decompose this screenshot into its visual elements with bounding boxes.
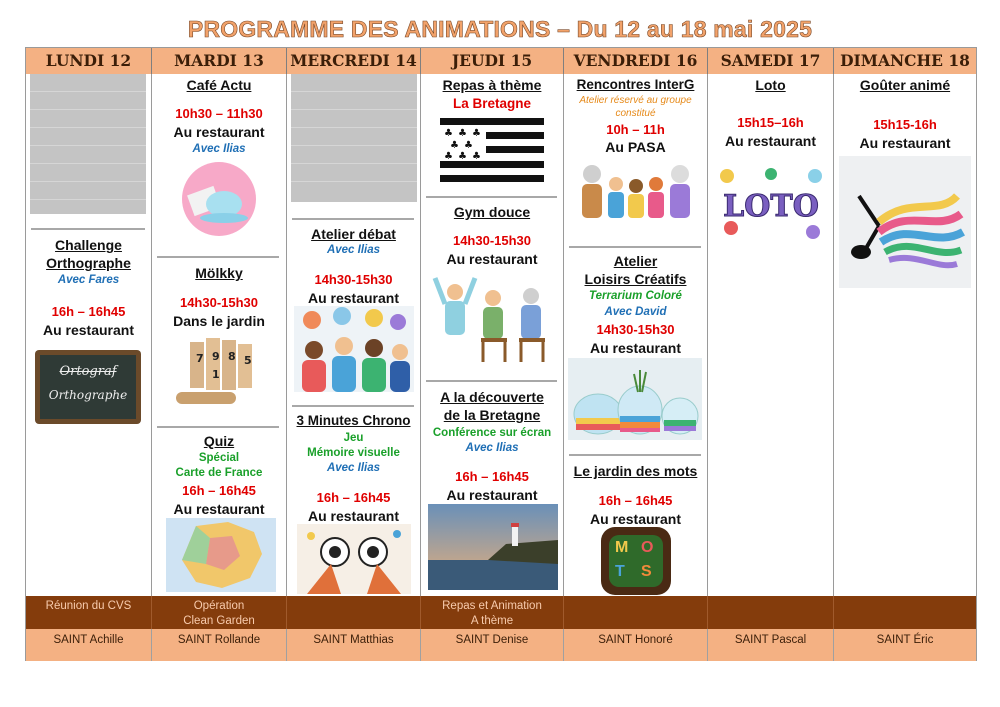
loisirs-with: Avec David — [604, 306, 667, 318]
saint-cell: SAINT Rollande — [152, 629, 287, 661]
quiz-subtitle: Carte de France — [175, 467, 263, 479]
terrarium-image — [568, 358, 702, 440]
column-lundi — [26, 74, 152, 596]
decouverte-subtitle: Conférence sur écran — [432, 427, 552, 439]
empty-slot — [291, 74, 417, 202]
cafe-with: Avec Ilias — [192, 143, 246, 155]
loto-time: 15h15–16h — [737, 115, 804, 130]
loisirs-title: Atelier — [613, 253, 658, 269]
chrono-place: Au restaurant — [307, 508, 400, 524]
svg-text:5: 5 — [244, 354, 252, 367]
decouverte-time: 16h – 16h45 — [455, 469, 529, 484]
saint-cell: SAINT Denise — [421, 629, 564, 661]
france-map-image — [166, 518, 276, 592]
debat-time: 14h30-15h30 — [314, 272, 393, 287]
day-header-dimanche: DIMANCHE 18 — [834, 48, 976, 74]
svg-text:♣: ♣ — [458, 151, 467, 162]
svg-text:♣: ♣ — [472, 151, 481, 162]
repas-subtitle: La Bretagne — [452, 96, 532, 111]
loisirs-title: Loisirs Créatifs — [584, 271, 687, 287]
debat-title: Atelier débat — [311, 226, 396, 242]
challenge-with: Avec Fares — [57, 274, 120, 286]
jardin-time: 16h – 16h45 — [598, 493, 673, 508]
event-cell: Opération Clean Garden — [152, 596, 287, 629]
gym-place: Au restaurant — [446, 251, 538, 267]
svg-text:♣: ♣ — [444, 151, 453, 162]
svg-text:9: 9 — [212, 350, 220, 363]
gouter-title: Goûter animé — [859, 77, 951, 93]
event-cell — [287, 596, 421, 629]
decouverte-place: Au restaurant — [446, 487, 538, 503]
gouter-place: Au restaurant — [859, 135, 951, 151]
debat-place: Au restaurant — [307, 290, 400, 306]
cafe-place: Au restaurant — [173, 124, 265, 140]
loisirs-place: Au restaurant — [589, 340, 682, 356]
chrono-with: Avec Ilias — [326, 462, 381, 474]
cafe-title: Café Actu — [186, 77, 252, 93]
column-dimanche — [834, 74, 976, 596]
day-header-mercredi: MERCREDI 14 — [287, 48, 421, 74]
day-header-jeudi: JEUDI 15 — [421, 48, 564, 74]
saint-cell: SAINT Achille — [26, 629, 152, 661]
empty-slot — [30, 74, 146, 214]
quiz-place: Au restaurant — [173, 501, 265, 517]
event-cell: Réunion du CVS — [26, 596, 152, 629]
column-mercredi — [287, 74, 421, 596]
saint-cell: SAINT Pascal — [708, 629, 834, 661]
music-note-image — [839, 156, 971, 288]
loto-place: Au restaurant — [724, 133, 817, 149]
day-header-vendredi: VENDREDI 16 — [564, 48, 708, 74]
decouverte-title: A la découverte — [440, 389, 544, 405]
svg-text:7: 7 — [196, 352, 204, 365]
loisirs-subtitle: Terrarium Coloré — [589, 290, 682, 302]
column-vendredi — [564, 74, 708, 596]
rencontres-note: constitué — [615, 108, 656, 119]
svg-text:1: 1 — [212, 368, 220, 381]
day-header-samedi: SAMEDI 17 — [708, 48, 834, 74]
chalkboard-image: Ortograf Orthographe — [35, 350, 141, 424]
coffee-news-image — [178, 160, 260, 238]
quiz-title: Quiz — [203, 433, 235, 449]
svg-text:♣: ♣ — [450, 140, 459, 151]
repas-title: Repas à thème — [442, 77, 542, 93]
gym-title: Gym douce — [453, 204, 531, 220]
loto-image — [715, 162, 827, 246]
cafe-time: 10h30 – 11h30 — [175, 106, 263, 121]
saint-cell: SAINT Honoré — [564, 629, 708, 661]
molkky-place: Dans le jardin — [173, 313, 265, 329]
chrono-title: 3 Minutes Chrono — [296, 413, 411, 428]
page-title: PROGRAMME DES ANIMATIONS – Du 12 au 18 mai 2025 — [187, 16, 813, 42]
molkky-title: Mölkky — [195, 265, 243, 281]
column-samedi — [708, 74, 834, 596]
quiz-time: 16h – 16h45 — [182, 483, 256, 498]
gym-time: 14h30-15h30 — [452, 233, 532, 248]
event-cell — [834, 596, 976, 629]
loto-title: Loto — [755, 77, 786, 93]
svg-text:LOTO: LOTO — [723, 189, 819, 224]
event-cell: Repas et Animation A thème — [421, 596, 564, 629]
challenge-time: 16h – 16h45 — [51, 304, 126, 319]
jardin-title: Le jardin des mots — [573, 463, 698, 479]
debat-with: Avec Ilias — [326, 244, 381, 256]
gym-seniors-image — [431, 268, 553, 366]
decouverte-title: de la Bretagne — [443, 407, 541, 423]
molkky-pins-image — [172, 330, 268, 412]
bretagne-lighthouse-image — [428, 504, 558, 590]
svg-text:♣: ♣ — [464, 140, 473, 151]
schedule-grid — [25, 47, 977, 661]
rencontres-place: Au PASA — [605, 139, 666, 155]
breton-flag-image — [440, 118, 544, 182]
rencontres-title: Rencontres InterG — [576, 77, 695, 92]
event-cell — [564, 596, 708, 629]
memory-eyes-image — [297, 524, 411, 594]
challenge-title: Orthographe — [46, 255, 131, 271]
svg-text:♣: ♣ — [458, 128, 467, 139]
mots-game-icon: M O T S — [601, 527, 671, 595]
day-header-mardi: MARDI 13 — [152, 48, 287, 74]
gouter-time: 15h15-16h — [873, 117, 937, 132]
saint-cell: SAINT Matthias — [287, 629, 421, 661]
chrono-subtitle: Mémoire visuelle — [307, 447, 400, 459]
chrono-subtitle: Jeu — [343, 432, 364, 444]
day-header-lundi: LUNDI 12 — [26, 48, 152, 74]
challenge-place: Au restaurant — [42, 322, 135, 338]
decouverte-with: Avec Ilias — [465, 442, 519, 454]
event-cell — [708, 596, 834, 629]
molkky-time: 14h30-15h30 — [179, 295, 259, 310]
svg-text:♣: ♣ — [472, 128, 481, 139]
saint-cell: SAINT Éric — [834, 629, 976, 661]
intergenerational-image — [574, 156, 698, 234]
svg-text:♣: ♣ — [444, 128, 453, 139]
svg-text:8: 8 — [228, 350, 236, 363]
loisirs-time: 14h30-15h30 — [596, 322, 675, 337]
column-jeudi — [421, 74, 564, 596]
column-mardi — [152, 74, 287, 596]
rencontres-time: 10h – 11h — [606, 122, 665, 137]
jardin-place: Au restaurant — [589, 511, 682, 527]
quiz-subtitle: Spécial — [198, 452, 240, 464]
rencontres-note: Atelier réservé au groupe — [579, 95, 692, 106]
challenge-title: Challenge — [55, 237, 122, 253]
debate-people-image — [294, 306, 414, 392]
chrono-time: 16h – 16h45 — [316, 490, 391, 505]
